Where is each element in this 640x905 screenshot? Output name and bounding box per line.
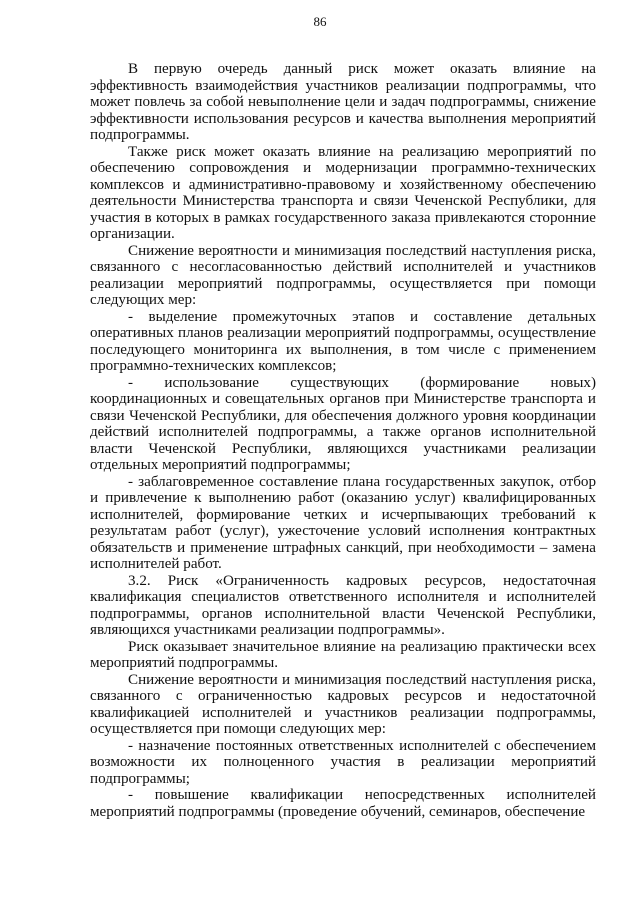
paragraph-minimization-intro: Снижение вероятности и минимизация последствий наступления риска, связанного с несогласованностью действий исполнителей и участников реализации мероприятий подпрограммы, осуществляется при помощи следующих мер: xyxy=(90,242,596,308)
list-item-measure: - назначение постоянных ответственных исполнителей с обеспечением возможности их полноценного участия в реализации мероприятий подпрограммы; xyxy=(90,737,596,787)
list-item-measure: - заблаговременное составление плана государственных закупок, отбор и привлечение к выполнению работ (оказанию услуг) квалифицированных исполнителей, формирование четких и исчерпывающих требований к результатам работ (услуг), ужесточение условий исполнения контрактных обязательств и применение штрафных санкций, при необходимости – замена исполнителей работ. xyxy=(90,473,596,572)
paragraph-risk-impact-measures: Также риск может оказать влияние на реализацию мероприятий по обеспечению сопровождения и модернизации программно-технических комплексов и административно-правовому и хозяйственному обеспечению деятельности Министерства транспорта и связи Чеченской Республики, для участия в которых в рамках государственного заказа привлекаются сторонние организации. xyxy=(90,143,596,242)
section-heading-3-2: 3.2. Риск «Ограниченность кадровых ресурсов, недостаточная квалификация специалистов ответственного исполнителя и исполнителей подпрограммы, органов исполнительной власти Чеченской Республики, являющихся участниками реализации подпрограммы». xyxy=(90,572,596,638)
paragraph-risk-influence: Риск оказывает значительное влияние на реализацию практически всех мероприятий подпрограммы. xyxy=(90,638,596,671)
paragraph-risk-impact: В первую очередь данный риск может оказать влияние на эффективность взаимодействия участников реализации подпрограммы, что может повлечь за собой невыполнение цели и задач подпрограммы, снижение эффективности использования ресурсов и качества выполнения мероприятий подпрограммы. xyxy=(90,61,596,143)
list-item-measure: - повышение квалификации непосредственных исполнителей мероприятий подпрограммы (проведение обучений, семинаров, обеспечение xyxy=(90,787,596,820)
page-number: 86 xyxy=(313,14,327,29)
paragraph-minimization-intro: Снижение вероятности и минимизация последствий наступления риска, связанного с ограниченностью кадровых ресурсов и недостаточной квалификацией исполнителей и участников реализации подпрограммы, осуществляется при помощи следующих мер: xyxy=(90,671,596,737)
list-item-measure: - использование существующих (формирование новых) координационных и совещательных органов при Министерстве транспорта и связи Чеченской Республики, для обеспечения должного уровня координации действий исполнителей подпрограммы, а также органов исполнительной власти Чеченской Республики, являющихся участниками реализации отдельных мероприятий подпрограммы; xyxy=(90,374,596,473)
document-body xyxy=(90,61,596,820)
list-item-measure: - выделение промежуточных этапов и составление детальных оперативных планов реализации мероприятий подпрограммы, осуществление последующего мониторинга их выполнения, в том числе с применением программно-технических комплексов; xyxy=(90,308,596,374)
